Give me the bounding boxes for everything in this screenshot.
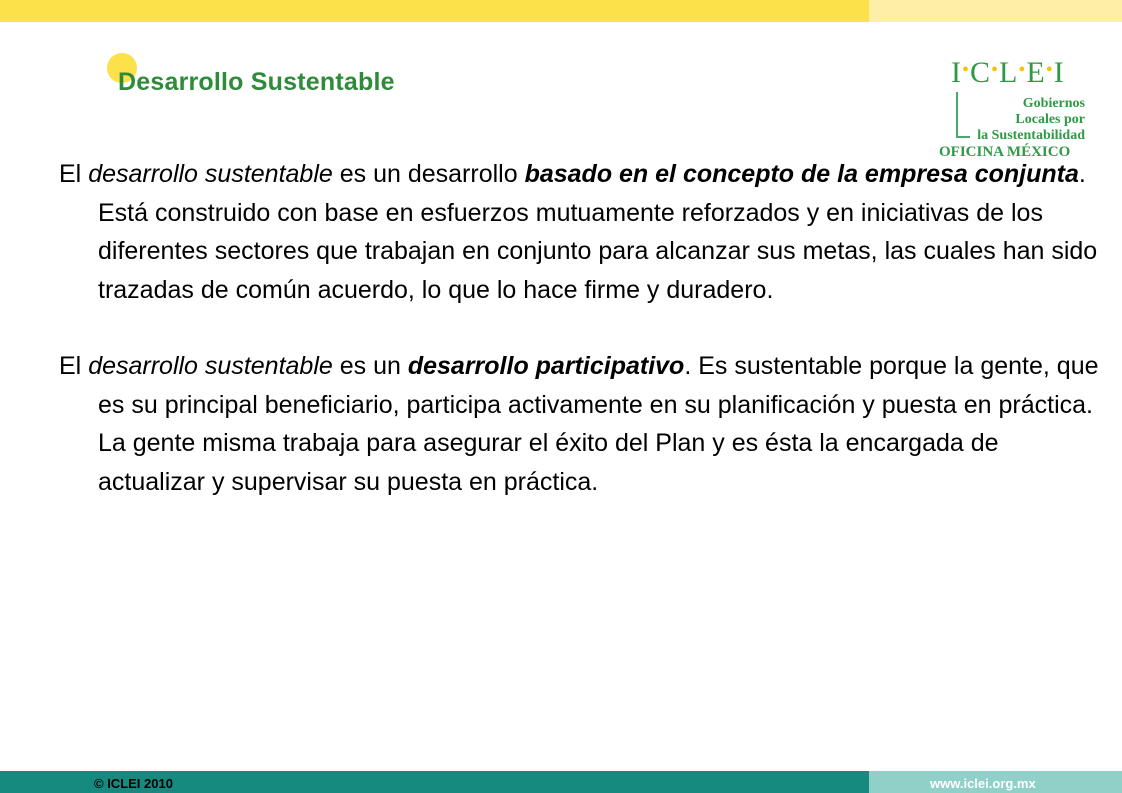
paragraph-text: El bbox=[59, 352, 89, 380]
logo-letter: C bbox=[970, 56, 992, 89]
logo-office-label: OFICINA MÉXICO bbox=[939, 144, 1071, 160]
logo-letter: L bbox=[999, 56, 1019, 89]
footer-url: www.iclei.org.mx bbox=[930, 776, 1036, 791]
paragraph-text: . Es sustentable porque la gente, que es su principal beneficiario, participa activamente en su planificación y puesta en práctica. La gente misma trabaja para asegurar el éxito del Plan y es ésta la encargada de actualizar y supervisar su puesta en práctica. bbox=[98, 352, 1099, 496]
paragraph-emphasis: desarrollo sustentable bbox=[88, 160, 333, 188]
logo-tagline-3: la Sustentabilidad bbox=[977, 128, 1085, 143]
logo-letter: E bbox=[1026, 56, 1046, 89]
paragraph-strong: desarrollo participativo bbox=[407, 352, 685, 380]
paragraph-text: El bbox=[59, 160, 89, 188]
logo-tagline-2: Locales por bbox=[1015, 112, 1085, 127]
paragraph-text: es un bbox=[332, 352, 408, 380]
paragraph-emphasis: desarrollo sustentable bbox=[88, 352, 333, 380]
paragraph-strong: basado en el concepto de la empresa conjunta bbox=[524, 160, 1079, 188]
slide-title: Desarrollo Sustentable bbox=[118, 68, 395, 96]
logo-bracket bbox=[956, 92, 970, 138]
top-accent-bar bbox=[0, 0, 869, 22]
logo-letter: I bbox=[951, 56, 962, 89]
paragraph-text: . Está construido con base en esfuerzos mutuamente reforzados y en iniciativas de los diferentes sectores que trabajan en conjunto para alcanzar sus metas, las cuales han sido trazadas de común acuerdo, lo que lo hace firme y duradero. bbox=[98, 160, 1098, 304]
iclei-logo bbox=[939, 50, 1099, 165]
paragraph-text: es un desarrollo bbox=[332, 160, 525, 188]
slide-body bbox=[59, 155, 1099, 501]
body-paragraph bbox=[59, 347, 1099, 501]
logo-tagline-1: Gobiernos bbox=[1022, 96, 1085, 111]
body-paragraph bbox=[59, 155, 1099, 309]
logo-wordmark: I•C•L•E•I bbox=[951, 56, 1065, 89]
top-accent-bar-light bbox=[869, 0, 1122, 22]
logo-letter: I bbox=[1053, 56, 1065, 89]
footer-copyright: © ICLEI 2010 bbox=[94, 776, 173, 791]
